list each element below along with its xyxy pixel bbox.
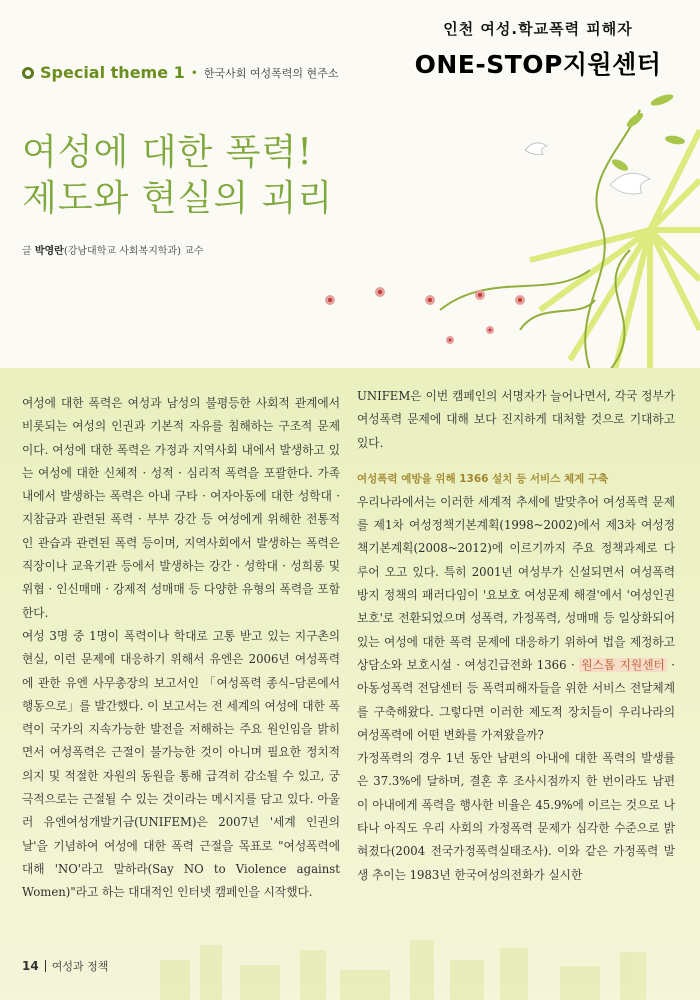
article-headline: [22, 130, 333, 222]
highlighted-term: 원스톱 지원센터: [581, 657, 665, 672]
page-number: 14: [22, 959, 39, 973]
footer-divider: [45, 960, 46, 972]
leaf-icon: [610, 92, 685, 173]
byline-author: 박영란: [34, 246, 64, 257]
flower-icon: [325, 287, 525, 344]
page-footer: [22, 958, 108, 974]
right-text-column: [357, 385, 675, 887]
right-paragraph-2: 가정폭력의 경우 1년 동안 남편의 아내에 대한 폭력의 발생률은 37.3%에 달하며, 결혼 후 조사시점까지 한 번이라도 남편이 아내에게 폭력을 행사한 비율은 45.9%에 이르는 것으로 나타나 아직도 우리 사회의 가정폭력 문제가 심각한 수준으로 밝혀졌다(2004 전국가정폭력실태조사). 이와 같은 가정폭력 발생 추이는 1983년 한국여성의전화가 실시한: [357, 751, 675, 882]
sunburst-icon: [530, 130, 700, 390]
byline-prefix: 글: [22, 246, 35, 257]
left-paragraph-2: 여성 3명 중 1명이 폭력이나 학대로 고통 받고 있는 지구촌의 현실, 이런 문제에 대응하기 위해서 유엔은 2006년 여성폭력에 관한 유엔 사무총장의 보고서인 「여성폭력 종식–담론에서 행동으로」를 발간했다. 이 보고서는 전 세계의 여성에 대한 폭력이 국가의 지속가능한 발전을 저해하는 주요 원인임을 밝히면서 여성폭력은 근절이 불가능한 것이 아니며 필요한 정치적 의지 및 적절한 자원의 동원을 통해 급격히 감소될 수 있고, 궁극적으로는 근절될 수 있는 것이라는 메시지를 담고 있다. 아울러 유엔여성개발기금(UNIFEM)은 2007년 '세계 인권의 날'을 기념하여 여성에 대한 폭력 근절을 목표로 "여성폭력에 대해 'NO'라고 말하라(Say NO to Violence against Women)"라고 하는 대대적인 인터넷 캠페인을 시작했다.: [22, 628, 340, 900]
left-paragraph-1: 여성에 대한 폭력은 여성과 남성의 불평등한 사회적 관계에서 비롯되는 여성의 인권과 기본적 자유를 침해하는 구조적 문제이다. 여성에 대한 폭력은 가정과 지역사회 내에서 발생하고 있는 여성에 대한 신체적 · 성적 · 심리적 폭력을 포괄한다. 가족 내에서 발생하는 폭력은 아내 구타 · 여자아동에 대한 성학대 · 지참금과 관련된 폭력 · 부부 강간 등 여성에게 위해한 전통적인 관습과 관련된 폭력 등이며, 지역사회에서 발생하는 폭력은 직장이나 교육기관 등에서 발생하는 강간 · 성학대 · 성희롱 및 위협 · 인신매매 · 강제적 성매매 등 다양한 유형의 폭력을 포함한다.: [22, 396, 340, 620]
section-heading: 여성폭력 예방을 위해 1366 설치 등 서비스 체계 구축: [357, 472, 609, 485]
bird-icon: [525, 143, 650, 194]
headline-line-1: 여성에 대한 폭력!: [22, 132, 313, 173]
theme-subtitle: 한국사회 여성폭력의 현주소: [203, 66, 339, 80]
decorative-illustration: [290, 70, 700, 390]
byline: [22, 242, 204, 257]
right-paragraph-1: [357, 491, 675, 747]
byline-affiliation: (강남대학교 사회복지학과) 교수: [63, 246, 204, 257]
right-paragraph-1-part-b: · 아동성폭력 전담센터 등 폭력피해자들을 위한 서비스 전달체계를 구축해왔다. 그렇다면 이러한 제도적 장치들이 우리나라의 여성폭력에 어떤 변화를 가져왔을까?: [357, 657, 676, 742]
left-text-column: [22, 392, 340, 905]
circle-bullet-icon: [22, 67, 34, 79]
banner-title: ONE-STOP지원센터: [414, 50, 662, 79]
headline-line-2: 제도와 현실의 괴리: [22, 178, 334, 219]
magazine-name: 여성과 정책: [51, 960, 109, 973]
dot-separator-icon: •: [190, 65, 198, 80]
right-intro-paragraph: UNIFEM은 이번 캠페인의 서명자가 늘어나면서, 각국 정부가 여성폭력 문제에 대해 보다 진지하게 대처할 것으로 기대하고 있다.: [357, 389, 675, 450]
theme-label: Special theme 1: [40, 63, 185, 82]
banner-subtitle: 인천 여성.학교폭력 피해자: [443, 20, 633, 38]
right-paragraph-1-part-a: 우리나라에서는 이러한 세계적 추세에 발맞추어 여성폭력 문제를 제1차 여성정책기본계획(1998~2002)에서 제3차 여성정책기본계획(2008~2012)에 이르기까지 주요 정책과제로 다루어 오고 있다. 특히 2001년 여성부가 신설되면서 여성폭력 방지 정책의 패러다임이 '요보호 여성문제 해결'에서 '여성인권 보호'로 전환되었으며 성폭력, 가정폭력, 성매매 등 일상화되어 있는 여성에 대한 폭력 문제에 대응하기 위하여 법을 제정하고 상담소와 보호시설 · 여성긴급전화 1366 ·: [357, 494, 675, 672]
